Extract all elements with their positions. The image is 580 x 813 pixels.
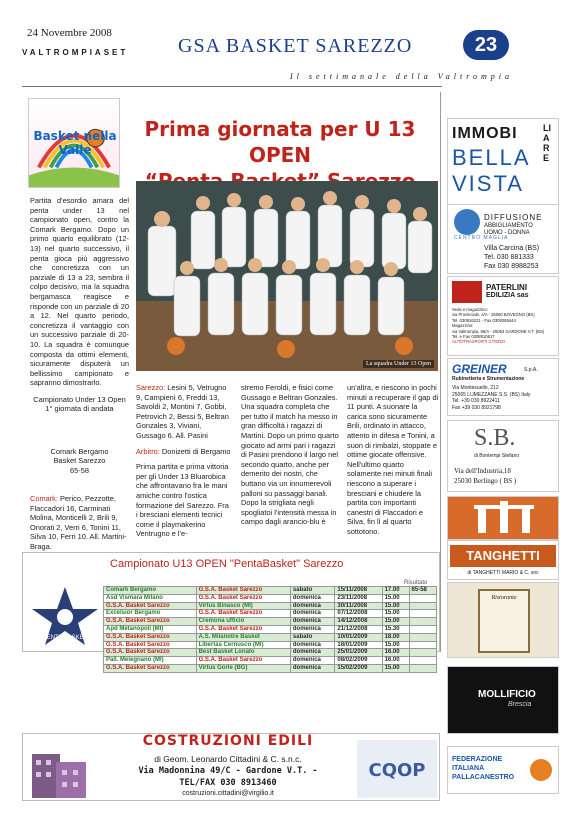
sarezzo-players: Lesini 5, Vetrugno 9, Campienì 6, Freddi 13, Savoldi 2, Montini 7, Gobbi, Petrovich 2, Bessi 5, Beltran Gonzales 3, Viviani, Gussago 6. All. Pasini bbox=[136, 383, 229, 440]
matchday: 1° giornata di andata bbox=[45, 404, 114, 414]
greiner-addr1: Via Montesuello, 212 bbox=[452, 385, 499, 391]
header-divider bbox=[22, 86, 442, 87]
ad-diffusione bbox=[447, 204, 559, 274]
cqop-text: CQOP bbox=[368, 760, 426, 781]
fip-l1: FEDERAZIONE bbox=[452, 756, 503, 763]
arch-icon bbox=[448, 497, 559, 540]
schedule-cell: 15.00 bbox=[382, 610, 409, 618]
schedule-cell: sabato bbox=[290, 633, 334, 641]
paterlini-details bbox=[452, 307, 556, 345]
championship-info bbox=[30, 395, 129, 414]
paterlini-l7: AUTOTRASPORTI C/TERZI bbox=[452, 339, 505, 345]
schedule-cell: 15/11/2008 bbox=[335, 587, 382, 595]
schedule-cell: domenica bbox=[290, 649, 334, 657]
schedule-cell: G.S.A. Basket Sarezzo bbox=[104, 664, 197, 672]
ad-company-subtitle: di Geom. Leonardo Cittadini & C. s.n.c. bbox=[154, 754, 302, 764]
schedule-cell: Pall. Melegnano (MI) bbox=[104, 657, 197, 665]
schedule-cell: sabato bbox=[290, 587, 334, 595]
diffusione-tel: Tel. 030 881333 bbox=[484, 254, 534, 261]
photo-caption: La squadra Under 13 Open bbox=[363, 360, 434, 368]
diffusione-fax: Fax 030 8988253 bbox=[484, 263, 539, 270]
schedule-cell: 21/12/2008 bbox=[335, 625, 382, 633]
ad-immobiliare-bella-vista bbox=[447, 118, 559, 208]
schedule-cell: domenica bbox=[290, 625, 334, 633]
immobiliare-line2: BELLA bbox=[452, 145, 531, 170]
ad-sb-bontempi bbox=[447, 420, 559, 492]
schedule-cell: G.S.A. Basket Sarezzo bbox=[104, 633, 197, 641]
result-header: Risultato bbox=[404, 580, 428, 586]
greiner-suffix: S.p.A. bbox=[524, 367, 538, 373]
schedule-cell: 16.00 bbox=[382, 649, 409, 657]
schedule-cell: 30/11/2008 bbox=[335, 602, 382, 610]
away-team: Basket Sarezzo bbox=[53, 456, 106, 466]
diffusione-address: Villa Carcina (BS) bbox=[484, 245, 540, 252]
schedule-cell: Apd Metanopoli (MI) bbox=[104, 625, 197, 633]
team-photo bbox=[136, 181, 438, 371]
paterlini-l1: Sede e magazzino: bbox=[452, 307, 488, 312]
schedule-cell bbox=[409, 657, 436, 665]
ad-paterlini bbox=[447, 276, 559, 356]
schedule-cell: 10/01/2009 bbox=[335, 633, 382, 641]
basketball-icon bbox=[530, 759, 552, 781]
star-label: PENTA BASKET bbox=[42, 635, 88, 641]
schedule-row bbox=[104, 664, 437, 672]
page-number-badge: 23 bbox=[463, 30, 509, 60]
schedule-cell: G.S.A. Basket Sarezzo bbox=[196, 594, 290, 602]
schedule-row bbox=[104, 602, 437, 610]
cqop-logo bbox=[357, 740, 437, 798]
schedule-cell bbox=[409, 649, 436, 657]
fip-l2: ITALIANA bbox=[452, 765, 485, 772]
schedule-cell bbox=[409, 664, 436, 672]
penta-basket-star-logo bbox=[28, 585, 102, 647]
schedule-cell: domenica bbox=[290, 610, 334, 618]
schedule-cell: G.S.A. Basket Sarezzo bbox=[104, 649, 197, 657]
schedule-cell: 08/02/2009 bbox=[335, 657, 382, 665]
schedule-cell: domenica bbox=[290, 664, 334, 672]
greiner-name: GREINER bbox=[452, 362, 507, 376]
greiner-sub: Rubinetteria e Strumentazione bbox=[452, 376, 525, 382]
sarezzo-label: Sarezzo: bbox=[136, 383, 166, 392]
schedule-cell bbox=[409, 625, 436, 633]
comark-label: Comark: bbox=[30, 494, 58, 503]
championship-name: Campionato Under 13 Open bbox=[33, 395, 126, 404]
article-body-col2: Prima partita e prima vittoria per gli Under 13 Bluarobica che affrontavano fra le mani amiche contro l'ostica formazione del Sarezzo. Fra i bresciani elementi tecnici come il playmakerino Ventrugno e l'e- bbox=[136, 462, 229, 539]
schedule-cell: 16.00 bbox=[382, 657, 409, 665]
schedule-cell: 15.00 bbox=[382, 618, 409, 626]
schedule-cell: 15.00 bbox=[382, 664, 409, 672]
schedule-cell: A.S. Milanotre Basket bbox=[196, 633, 290, 641]
schedule-cell bbox=[409, 610, 436, 618]
final-score: 65-58 bbox=[70, 465, 89, 475]
page-title: GSA BASKET SAREZZO bbox=[178, 35, 413, 57]
paterlini-name2: EDILIZIA sas bbox=[486, 292, 529, 299]
tanghetti-sub: di TANGHETTI MARIO & C. snc bbox=[467, 570, 539, 576]
diffusione-sub1: ABBIGLIAMENTO bbox=[484, 223, 533, 229]
schedule-row bbox=[104, 587, 437, 595]
building-illustration bbox=[26, 740, 100, 798]
schedule-table bbox=[103, 586, 437, 673]
immobiliare-line1: IMMOBI bbox=[452, 125, 518, 142]
paterlini-l6: Tel. e Fax 0308910817 bbox=[452, 334, 495, 340]
article-column-2 bbox=[136, 383, 232, 539]
schedule-cell: domenica bbox=[290, 594, 334, 602]
schedule-row bbox=[104, 633, 437, 641]
greiner-addr2: 25065 LUMEZZANE S.S. (BS) Italy bbox=[452, 391, 531, 398]
schedule-cell: domenica bbox=[290, 602, 334, 610]
fip-text bbox=[452, 755, 514, 782]
sb-sub: di Bontempi Stefano bbox=[474, 453, 520, 459]
schedule-cell: Cremona ufficio bbox=[196, 618, 290, 626]
schedule-row bbox=[104, 657, 437, 665]
building-icon bbox=[26, 740, 100, 798]
article-body-col3: stremo Feroldi, e fisici come Gussago e Beltran Gonzales. Una squadra completa che per tutto il match ha messo in gran difficoltà i ragazzi di Martini. Dopo un primo quarto giocato ad armi pari i ragazzi di Pasini prendono il largo nel secondo quarto, anche per demerito dei nostri, che buttano via un innumerevoli palloni su passaggi banali. Dopo la strigliata negli spogliatoi l'intensità messa in campo dagli arancio-blu è bbox=[241, 383, 339, 527]
ad-fip bbox=[447, 746, 559, 794]
schedule-cell: Virtus Gorle (BG) bbox=[196, 664, 290, 672]
ad-mollificio bbox=[447, 666, 559, 734]
diffusione-sub2: UOMO - DONNA bbox=[484, 230, 530, 236]
publication-brand: VALTROMPIASET bbox=[22, 48, 129, 57]
schedule-row bbox=[104, 649, 437, 657]
schedule-row bbox=[104, 625, 437, 633]
paterlini-l5: via Valtrompia, 96/A - 25063 GARDONE V.T. (BS) bbox=[452, 328, 545, 334]
schedule-cell: 07/12/2008 bbox=[335, 610, 382, 618]
greiner-fax: Fax +39 030 8921798 bbox=[452, 404, 501, 411]
arbitro-label: Arbitro: bbox=[136, 446, 160, 456]
paterlini-l4: Magazzino: bbox=[452, 323, 474, 329]
schedule-cell: 65-58 bbox=[409, 587, 436, 595]
schedule-cell: Comark Bergamo bbox=[104, 587, 197, 595]
schedule-cell bbox=[409, 618, 436, 626]
schedule-cell bbox=[409, 641, 436, 649]
schedule-cell: G.S.A. Basket Sarezzo bbox=[104, 618, 197, 626]
schedule-cell: Excelsior Bergamo bbox=[104, 610, 197, 618]
article-intro: Partita d'esordio amara del penta under 13 nel campionato open, contro la Comark Bergamo. Dopo un primo quarto equilibrato (12-13) nel quarto successivo, il penta gioca più aggressivo che concretizza con un parziale di 13 a 23, sembra il colpo decisivo, ma la squadra bergamasca reagisce e risponde con un parziale di 20 a 12. Nel quarto periodo, concretizza il vantaggio con un successivo parziale di 20-10. La squadra è comunque composta da ottimi elementi, sicuramente disputerà un bellissimo campionato e sapranno dimostrarlo. bbox=[30, 196, 129, 388]
schedule-cell: G.S.A. Basket Sarezzo bbox=[104, 602, 197, 610]
immobiliare-vertical: LIARE bbox=[543, 123, 551, 163]
sb-address1: Via dell'Industria,18 bbox=[454, 467, 511, 475]
sb-address2: 25030 Berlingo ( BS ) bbox=[454, 477, 517, 485]
issue-date: 24 Novembre 2008 bbox=[27, 27, 112, 39]
schedule-cell: 15/02/2009 bbox=[335, 664, 382, 672]
home-team: Comark Bergamo bbox=[50, 447, 109, 456]
paterlini-l2: via Provinciale, 4/A - 25060 BOVEGNO (BS) bbox=[452, 312, 535, 318]
ad-ristorante bbox=[447, 582, 559, 658]
schedule-row bbox=[104, 610, 437, 618]
schedule-cell: 17.00 bbox=[382, 587, 409, 595]
ristorante-name: Ristorante bbox=[491, 595, 517, 601]
comark-players: Perico, Pezzotte, Flaccadori 16, Carminati Molina, Monticelli 2, Brili 9, Onorati 2, Verri 6, Tonini 11, Silva 10, Ferri 10. All. Martini-Braga. bbox=[30, 494, 127, 551]
schedule-cell bbox=[409, 602, 436, 610]
greiner-tel: Tel. +39 030 8922411 bbox=[452, 398, 500, 404]
schedule-row bbox=[104, 594, 437, 602]
ad-arch-logo bbox=[447, 496, 559, 540]
schedule-cell: Virtus Binasco (MI) bbox=[196, 602, 290, 610]
schedule-cell: 15.00 bbox=[382, 594, 409, 602]
basket-nella-valle-logo bbox=[28, 98, 120, 188]
paterlini-logo-icon bbox=[452, 281, 482, 303]
article-title-line1: Prima giornata per U 13 OPEN bbox=[144, 117, 416, 167]
ad-company-address: Via Madonnina 49/C - Gardone V.T. - bbox=[138, 766, 318, 776]
schedule-cell: 15.00 bbox=[382, 641, 409, 649]
team-photo-illustration bbox=[136, 181, 438, 371]
schedule-cell: domenica bbox=[290, 641, 334, 649]
schedule-cell: 18.00 bbox=[382, 633, 409, 641]
schedule-cell: domenica bbox=[290, 657, 334, 665]
paterlini-name: PATERLINI bbox=[486, 283, 528, 292]
schedule-cell: Libertas Cernusco (MI) bbox=[196, 641, 290, 649]
schedule-cell: Best Basket Lonato bbox=[196, 649, 290, 657]
ad-company-phone: TEL/FAX 030 8913460 bbox=[179, 778, 277, 788]
article-body-col4: un'altra, e riescono in pochi minuti a recuperare il gap di 11 punti. A suonare la carica sono sicuramente Brili, ordinato in attacco, attento in difesa e Tonini, a suon di rimbalzi, stoppate e ottime giocate offensive. Nell'ultimo quarto solamente nei minuti finali riescono a superare i bresciani e chiudere la partita con importanti canestri di Flaccadori e Silva, fin lì al quarto sottotono. bbox=[347, 383, 439, 536]
schedule-cell: G.S.A. Basket Sarezzo bbox=[196, 625, 290, 633]
arbitro-name: Donizetti di Bergamo bbox=[161, 446, 231, 456]
ad-tanghetti bbox=[447, 540, 559, 580]
schedule-cell: G.S.A. Basket Sarezzo bbox=[196, 657, 290, 665]
schedule-cell: 14/12/2008 bbox=[335, 618, 382, 626]
mollificio-name: MOLLIFICIO bbox=[478, 689, 536, 700]
schedule-cell: Asd Vismara Milano bbox=[104, 594, 197, 602]
comark-roster bbox=[30, 494, 129, 552]
centro-maglia-icon bbox=[454, 209, 480, 235]
schedule-cell bbox=[409, 594, 436, 602]
paterlini-l3: Tel. 030926221 - Fax 0309269444 bbox=[452, 317, 516, 323]
schedule-cell: 23/11/2008 bbox=[335, 594, 382, 602]
mollificio-sub: Brescia bbox=[508, 701, 532, 708]
sb-logo: S.B. bbox=[474, 425, 516, 451]
logo-text: Basket nella Valle bbox=[33, 129, 117, 157]
ad-greiner bbox=[447, 358, 559, 416]
ad-company-title: COSTRUZIONI EDILI bbox=[142, 733, 314, 749]
tanghetti-name: TANGHETTI bbox=[450, 545, 556, 567]
schedule-row bbox=[104, 618, 437, 626]
diffusione-name: DIFFUSIONE bbox=[484, 213, 543, 222]
immobiliare-line3: VISTA bbox=[452, 171, 524, 196]
publication-tagline: Il settimanale della Valtrompia bbox=[290, 72, 514, 81]
schedule-cell: 15.30 bbox=[382, 625, 409, 633]
schedule-cell: 25/01/2009 bbox=[335, 649, 382, 657]
match-result bbox=[30, 447, 129, 475]
fip-l3: PALLACANESTRO bbox=[452, 774, 515, 781]
schedule-cell: G.S.A. Basket Sarezzo bbox=[196, 587, 290, 595]
schedule-cell: G.S.A. Basket Sarezzo bbox=[104, 641, 197, 649]
schedule-title: Campionato U13 OPEN "PentaBasket" Sarezzo bbox=[110, 558, 344, 570]
ad-company-email: costruzioni.cittadini@virgilio.it bbox=[182, 790, 274, 797]
schedule-row bbox=[104, 641, 437, 649]
diffusione-arc: CENTRO MAGLIA bbox=[454, 235, 509, 241]
schedule-cell bbox=[409, 633, 436, 641]
schedule-cell: 15.00 bbox=[382, 602, 409, 610]
greiner-contacts bbox=[452, 385, 530, 411]
schedule-cell: G.S.A. Basket Sarezzo bbox=[196, 610, 290, 618]
schedule-cell: 18/01/2009 bbox=[335, 641, 382, 649]
schedule-cell: domenica bbox=[290, 618, 334, 626]
